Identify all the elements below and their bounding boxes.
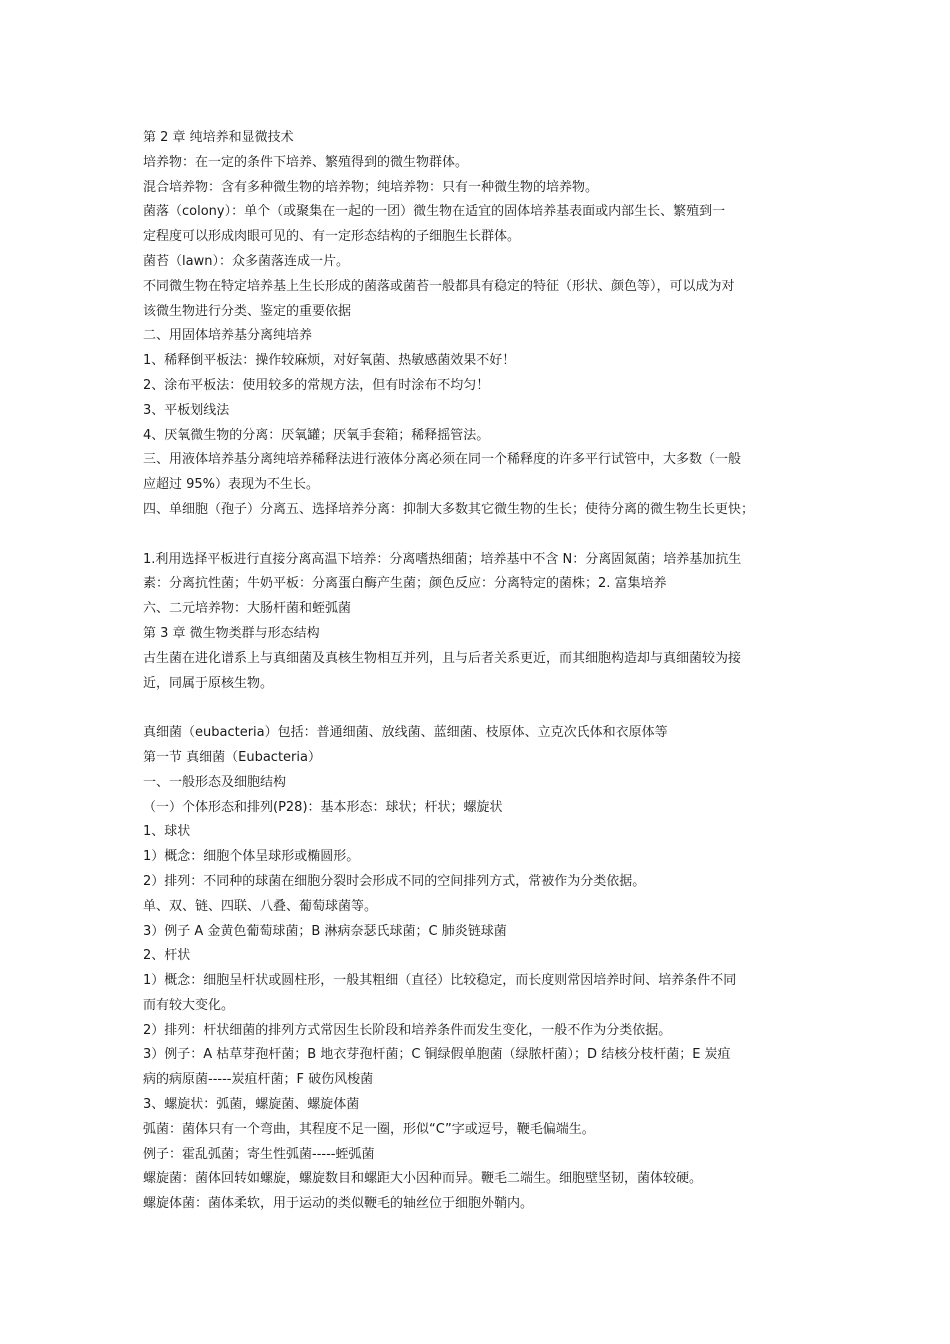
text-line: 菌落（colony）：单个（或聚集在一起的一团）微生物在适宜的固体培养基表面或内部生长、繁殖到一 xyxy=(143,204,726,220)
text-line: 一、一般形态及细胞结构 xyxy=(143,774,287,790)
text-line: 例子：霍乱弧菌；寄生性弧菌-----蛭弧菌 xyxy=(143,1146,375,1162)
text-line: 二、用固体培养基分离纯培养 xyxy=(143,328,313,344)
text-line: 1、球状 xyxy=(143,824,191,840)
text-line: 第 2 章 纯培养和显微技术 xyxy=(143,130,294,145)
text-line: 病的病原菌-----炭疽杆菌；F 破伤风梭菌 xyxy=(143,1072,374,1088)
text-line: 单、双、链、四联、八叠、葡萄球菌等。 xyxy=(143,898,378,914)
text-line: 螺旋体菌：菌体柔软，用于运动的类似鞭毛的轴丝位于细胞外鞘内。 xyxy=(143,1196,534,1212)
text-line: 螺旋菌：菌体回转如螺旋，螺旋数目和螺距大小因种而异。鞭毛二端生。细胞壁坚韧，菌体较硬。 xyxy=(143,1171,703,1187)
text-line: 定程度可以形成肉眼可见的、有一定形态结构的子细胞生长群体。 xyxy=(143,229,521,245)
text-line: 真细菌（eubacteria）包括：普通细菌、放线菌、蓝细菌、枝原体、立克次氏体和衣原体等 xyxy=(143,725,668,741)
text-line: 不同微生物在特定培养基上生长形成的菌落或菌苔一般都具有稳定的特征（形状、颜色等），可以成为对 xyxy=(143,278,735,294)
text-line: 培养物：在一定的条件下培养、繁殖得到的微生物群体。 xyxy=(143,154,469,170)
text-line: 3）例子：A 枯草芽孢杆菌；B 地衣芽孢杆菌；C 铜绿假单胞菌（绿脓杆菌）；D 结核分枝杆菌；E 炭疽 xyxy=(143,1047,731,1063)
text-line: 2）排列：杆状细菌的排列方式常因生长阶段和培养条件而发生变化，一般不作为分类依据。 xyxy=(143,1022,672,1038)
text-line: 2、杆状 xyxy=(143,948,191,964)
text-line: 弧菌：菌体只有一个弯曲，其程度不足一圈，形似“C”字或逗号，鞭毛偏端生。 xyxy=(143,1121,595,1137)
text-line: 3、平板划线法 xyxy=(143,402,230,418)
text-line: 第 3 章 微生物类群与形态结构 xyxy=(143,625,320,641)
text-line: 素：分离抗性菌；牛奶平板：分离蛋白酶产生菌；颜色反应：分离特定的菌株；2. 富集培养 xyxy=(143,576,667,592)
text-line: 该微生物进行分类、鉴定的重要依据 xyxy=(143,303,352,319)
text-line: 2、涂布平板法：使用较多的常规方法，但有时涂布不均匀！ xyxy=(143,377,490,393)
text-line: 1）概念：细胞呈杆状或圆柱形，一般其粗细（直径）比较稳定，而长度则常因培养时间、培养条件不同 xyxy=(143,973,737,989)
text-line: 第一节 真细菌（Eubacteria） xyxy=(143,749,321,765)
text-line: 古生菌在进化谱系上与真细菌及真核生物相互并列，且与后者关系更近，而其细胞构造却与真细菌较为接 xyxy=(143,650,742,666)
text-line: 应超过 95%）表现为不生长。 xyxy=(143,477,320,493)
text-line: 三、用液体培养基分离纯培养稀释法进行液体分离必须在同一个稀释度的许多平行试管中，大多数（一般 xyxy=(143,452,742,468)
text-line: 近，同属于原核生物。 xyxy=(143,675,274,691)
text-line: 1、稀释倒平板法：操作较麻烦，对好氧菌、热敏感菌效果不好！ xyxy=(143,353,516,369)
text-line: 六、二元培养物：大肠杆菌和蛭弧菌 xyxy=(143,601,352,617)
blank-line xyxy=(143,696,818,721)
document-body xyxy=(143,126,818,1217)
text-line: 2）排列：不同种的球菌在细胞分裂时会形成不同的空间排列方式，常被作为分类依据。 xyxy=(143,873,646,889)
text-line: （一）个体形态和排列(P28)：基本形态：球状；杆状；螺旋状 xyxy=(143,799,503,815)
text-line: 1）概念：细胞个体呈球形或椭圆形。 xyxy=(143,849,360,865)
text-line: 3、螺旋状：弧菌，螺旋菌、螺旋体菌 xyxy=(143,1097,360,1113)
text-line: 四、单细胞（孢子）分离五、选择培养分离：抑制大多数其它微生物的生长；使待分离的微生物生长更快； xyxy=(143,501,755,517)
text-line: 4、厌氧微生物的分离：厌氧罐；厌氧手套箱；稀释摇管法。 xyxy=(143,427,490,443)
text-line: 而有较大变化。 xyxy=(143,997,235,1013)
text-line: 混合培养物：含有多种微生物的培养物；纯培养物：只有一种微生物的培养物。 xyxy=(143,179,599,195)
text-line: 1.利用选择平板进行直接分离高温下培养：分离嗜热细菌；培养基中不含 N：分离固氮菌；培养基加抗生 xyxy=(143,551,742,567)
blank-line xyxy=(143,523,818,548)
text-line: 菌苔（lawn）：众多菌落连成一片。 xyxy=(143,253,349,269)
text-line: 3）例子 A 金黄色葡萄球菌；B 淋病奈瑟氏球菌；C 肺炎链球菌 xyxy=(143,923,507,939)
